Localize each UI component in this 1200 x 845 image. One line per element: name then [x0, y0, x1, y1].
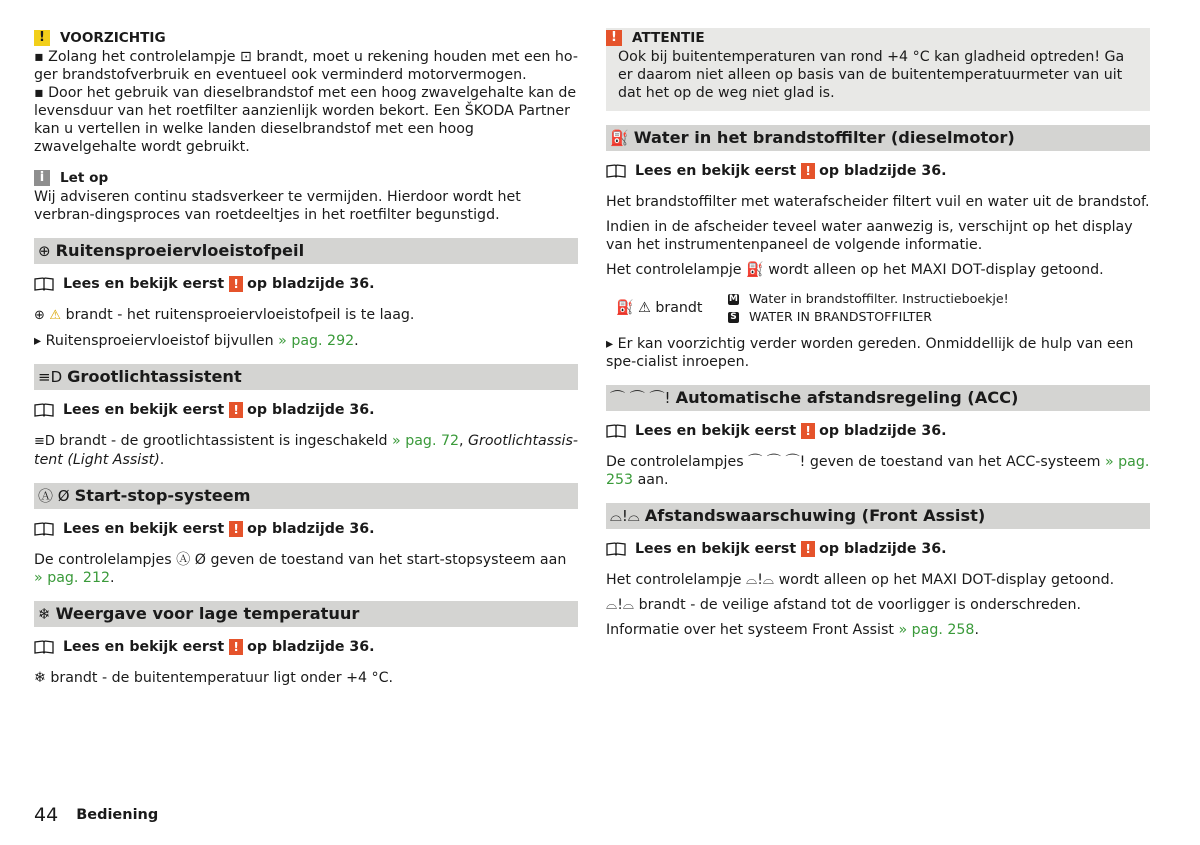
info-icon: i	[34, 170, 50, 186]
washer-refill-line: ▸ Ruitensproeiervloeistof bijvullen » pag. 292.	[34, 333, 359, 349]
display-status-label: ⛽ ⚠ brandt	[616, 300, 703, 316]
section-acc-heading: ⌒ ⌒ ⌒! Automatische afstandsregeling (ACC)	[606, 385, 1150, 411]
lees-eerst-line: Lees en bekijk eerst ! op bladzijde 36.	[34, 637, 578, 657]
page-link[interactable]: » pag. 258	[898, 622, 975, 638]
letop-text: Wij adviseren continu stadsverkeer te vermijden. Hierdoor wordt het verbran-dingsproces van roetdeeltjes in het roetfilter begunstigd.	[34, 189, 521, 223]
lees-eerst-line: Lees en bekijk eerst ! op bladzijde 36.	[606, 421, 1150, 441]
page-link[interactable]: » pag. 253	[606, 454, 1150, 488]
warning-ref-icon: !	[229, 521, 243, 537]
book-icon	[606, 424, 626, 438]
maxi-dot-message: M Water in brandstoffilter. Instructieboekje!	[729, 291, 1009, 306]
book-icon	[34, 277, 54, 291]
s-badge-icon: S	[728, 312, 739, 323]
start-stop-icon: Ⓐ Ø	[38, 487, 70, 505]
temperature-line: ❄ brandt - de buitentemperatuur ligt onder +4 °C.	[34, 670, 394, 686]
page-link[interactable]: » pag. 72	[392, 433, 460, 449]
warning-ref-icon: !	[229, 402, 243, 418]
voorzichtig-title: ! VOORZICHTIG	[34, 28, 578, 48]
section-ruitensproeier-heading: ⊕ Ruitensproeiervloeistofpeil	[34, 238, 578, 264]
high-beam-assist-icon: ≡D	[34, 434, 55, 449]
page-number: 44	[34, 804, 59, 826]
water-p2: Indien in de afscheider teveel water aanwezig is, verschijnt op het display van het instrumentenpaneel de volgende informatie.	[606, 219, 1133, 253]
attention-icon: !	[606, 30, 622, 46]
fuel-water-icon: ⛽	[610, 129, 629, 147]
lees-eerst-line: Lees en bekijk eerst ! op bladzijde 36.	[606, 539, 1150, 559]
warning-ref-icon: !	[801, 163, 815, 179]
grootlicht-status-line: ≡D brandt - de grootlichtassistent is ingeschakeld » pag. 72, Grootlichtassis-tent (Light Assist).	[34, 433, 578, 468]
lees-eerst-line: Lees en bekijk eerst ! op bladzijde 36.	[34, 400, 578, 420]
attentie-title: ! ATTENTIE	[606, 28, 1138, 48]
page-link[interactable]: » pag. 212	[34, 570, 110, 586]
page-footer	[34, 804, 158, 826]
section-lage-temperatuur-heading: ❄ Weergave voor lage temperatuur	[34, 601, 578, 627]
lees-eerst-line: Lees en bekijk eerst ! op bladzijde 36.	[34, 274, 578, 294]
washer-fluid-icon: ⊕	[34, 308, 45, 323]
caution-icon: !	[34, 30, 50, 46]
segment-display-message: S WATER IN BRANDSTOFFILTER	[728, 308, 1009, 326]
chapter-title: Bediening	[76, 807, 159, 823]
voorzichtig-bullet-2: ▪ Door het gebruik van dieselbrandstof met een hoog zwavelgehalte kan de levensduur van het roetfilter aanzienlijk worden bekort. Een ŠKODA Partner kan u vertellen in welke landen dieselbrandstof met een hoog zwavelgehalte wordt gebruikt.	[34, 85, 577, 155]
warning-ref-icon: !	[801, 423, 815, 439]
washer-status-line: ⊕ ⚠ brandt - het ruitensproeiervloeistofpeil is te laag.	[34, 307, 415, 323]
display-message-table	[606, 288, 1150, 328]
warning-triangle-icon: ⚠	[49, 308, 62, 323]
front-p2: ⌓!⌓ brandt - de veilige afstand tot de voorligger is onderschreden.	[606, 597, 1082, 613]
book-icon	[34, 640, 54, 654]
book-icon	[606, 542, 626, 556]
section-front-assist-heading: ⌓!⌓ Afstandswaarschuwing (Front Assist)	[606, 503, 1150, 529]
attentie-block	[606, 28, 1150, 111]
left-column	[34, 28, 578, 687]
display-messages	[728, 290, 1009, 326]
acc-p1: De controlelampjes ⌒ ⌒ ⌒! geven de toestand van het ACC-systeem » pag. 253 aan.	[606, 454, 1150, 488]
voorzichtig-block	[34, 28, 578, 156]
front-p3: Informatie over het systeem Front Assist » pag. 258.	[606, 622, 979, 638]
section-start-stop-heading: Ⓐ Ø Start-stop-systeem	[34, 483, 578, 509]
m-badge-icon: M	[729, 293, 738, 304]
start-stop-line: De controlelampjes Ⓐ Ø geven de toestand van het start-stopsysteem aan » pag. 212.	[34, 552, 567, 586]
book-icon	[34, 522, 54, 536]
warning-ref-icon: !	[229, 276, 243, 292]
water-p4: ▸ Er kan voorzichtig verder worden gereden. Onmiddellijk de hulp van een spe-cialist inroepen.	[606, 336, 1134, 370]
attentie-text: Ook bij buitentemperaturen van rond +4 °C kan gladheid optreden! Ga er daarom niet alleen op basis van de buitentemperatuurmeter van uit dat het op de weg niet glad is.	[618, 49, 1125, 101]
book-icon	[34, 403, 54, 417]
warning-ref-icon: !	[229, 639, 243, 655]
voorzichtig-bullet-1: ▪ Zolang het controlelampje ⊡ brandt, moet u rekening houden met een ho-ger brandstofverbruik en eventueel ook verminderd motorvermogen.	[34, 49, 578, 83]
right-column	[606, 28, 1150, 639]
washer-fluid-icon: ⊕	[38, 242, 51, 260]
letop-title: i Let op	[34, 168, 578, 188]
front-p1: Het controlelampje ⌓!⌓ wordt alleen op het MAXI DOT-display getoond.	[606, 572, 1115, 588]
snowflake-icon: ❄	[38, 605, 51, 623]
section-water-heading: ⛽ Water in het brandstoffilter (dieselmotor)	[606, 125, 1150, 151]
water-p1: Het brandstoffilter met waterafscheider filtert vuil en water uit de brandstof.	[606, 194, 1150, 210]
letop-block	[34, 168, 578, 224]
page-link[interactable]: » pag. 292	[278, 333, 355, 349]
warning-ref-icon: !	[801, 541, 815, 557]
acc-icons: ⌒ ⌒ ⌒!	[610, 389, 671, 407]
book-icon	[606, 164, 626, 178]
front-assist-icon: ⌓!⌓	[610, 507, 640, 525]
high-beam-assist-icon: ≡D	[38, 368, 63, 386]
water-p3: Het controlelampje ⛽ wordt alleen op het MAXI DOT-display getoond.	[606, 262, 1104, 278]
lees-eerst-line: Lees en bekijk eerst ! op bladzijde 36.	[34, 519, 578, 539]
lees-eerst-line: Lees en bekijk eerst ! op bladzijde 36.	[606, 161, 1150, 181]
section-grootlicht-heading: ≡D Grootlichtassistent	[34, 364, 578, 390]
